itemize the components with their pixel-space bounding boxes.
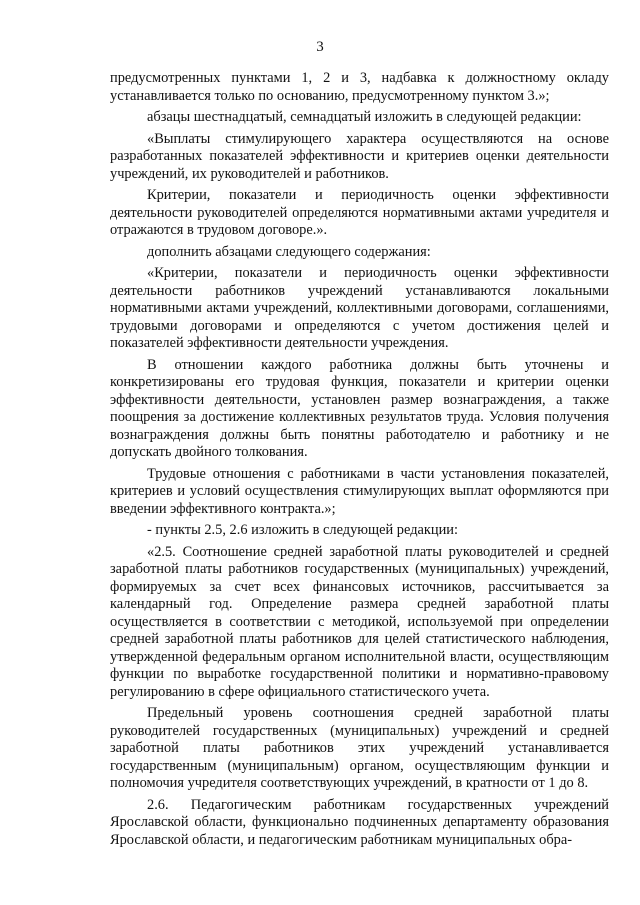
page-number: 3: [316, 39, 324, 55]
paragraph: «Критерии, показатели и периодичность оценки эффективности деятельности работников учреждений устанавливаются локальными нормативными актами учреждений, коллективными договорами, соглашениями, трудовыми договорами и определяются с учетом достижения целей и показателей эффективности деятельности учреждения.: [110, 265, 609, 351]
paragraph: В отношении каждого работника должны быть уточнены и конкретизированы его трудовая функция, показатели и критерии оценки эффективности деятельности, установлен размер вознаграждения, а также поощрения за достижение коллективных результатов труда. Условия получения вознаграждения должны быть понятны работодателю и работнику и не допускать двойного толкования.: [110, 356, 609, 460]
paragraph: Трудовые отношения с работниками в части установления показателей, критериев и условий осуществления стимулирующих выплат оформляются при введении эффективного контракта.»;: [110, 465, 609, 517]
paragraph: дополнить абзацами следующего содержания:: [147, 243, 431, 260]
paragraph: абзацы шестнадцатый, семнадцатый изложить в следующей редакции:: [147, 109, 582, 125]
document-body: [110, 70, 609, 853]
paragraph: предусмотренных пунктами 1, 2 и 3, надбавка к должностному окладу устанавливается только по основанию, предусмотренному пунктом 3.»;: [110, 70, 609, 104]
paragraph: 2.6. Педагогическим работникам государственных учреждений Ярославской области, функционально подчиненных департаменту образования Ярославской области, и педагогическим работникам муниципальных обра-: [110, 796, 609, 848]
paragraph: «2.5. Соотношение средней заработной платы руководителей и средней заработной платы работников государственных (муниципальных) учреждений, формируемых за счет всех финансовых источников, рассчитывается за календарный год. Определение размера средней заработной платы осуществляется в соответствии с методикой, используемой при определении средней заработной платы работников для целей статистического наблюдения, утвержденной федеральным органом исполнительной власти, осуществляющим функции по выработке государственной политики и нормативно-правовому регулированию в сфере официального статистического учета.: [110, 543, 609, 700]
paragraph: - пункты 2.5, 2.6 изложить в следующей редакции:: [147, 522, 458, 538]
paragraph: «Выплаты стимулирующего характера осуществляются на основе разработанных показателей эффективности и критериев оценки деятельности учреждений, их руководителей и работников.: [110, 130, 609, 182]
paragraph: Критерии, показатели и периодичность оценки эффективности деятельности руководителей определяются нормативными актами учредителя и отражаются в трудовом договоре.».: [110, 187, 609, 238]
paragraph: Предельный уровень соотношения средней заработной платы руководителей государственных (муниципальных) учреждений и средней заработной платы работников этих учреждений устанавливается государственным (муниципальным) органом, осуществляющим функции и полномочия учредителя соответствующих учреждений, в кратности от 1 до 8.: [110, 705, 609, 791]
